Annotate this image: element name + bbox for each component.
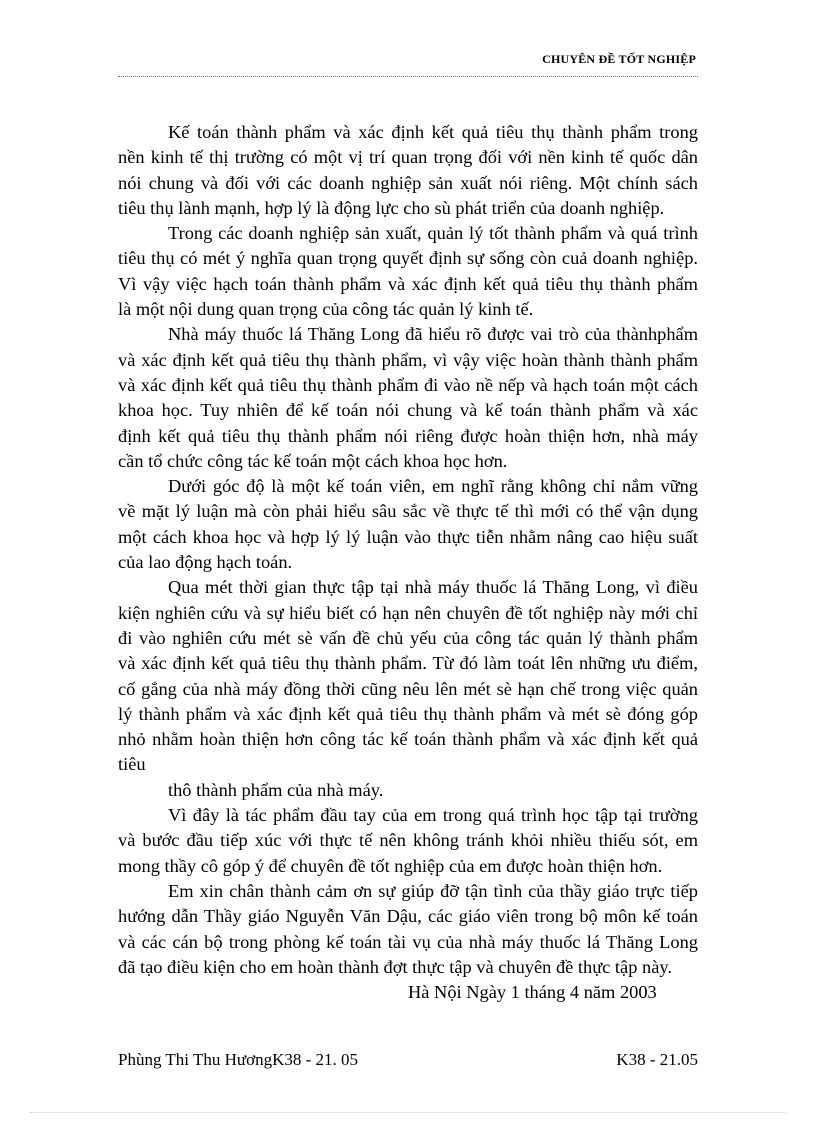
paragraph-line: một cách khoa học và hợp lý lý luận vào thực tiễn nhằm nâng cao hiệu suất xyxy=(118,526,698,547)
paragraph-line: Dưới góc độ là một kế toán viên, em nghĩ rằng không chỉ nắm vững xyxy=(168,476,698,497)
paragraph-line: nhỏ nhằm hoàn thiện hơn công tác kế toán thành phẩm và xác định kết quả xyxy=(118,729,698,750)
page-bottom-divider xyxy=(30,1112,786,1113)
paragraph-line: tiêu thụ có mét ý nghĩa quan trọng quyết định sự sống còn cuả doanh nghiệp. xyxy=(118,248,698,269)
footer-author: Phùng Thi Thu HươngK38 - 21. 05 xyxy=(118,1050,359,1069)
paragraph-line: hướng dẫn Thầy giáo Nguyễn Văn Dậu, các giáo viên trong bộ môn kế toán xyxy=(118,906,698,927)
paragraph-line: định kết quả tiêu thụ thành phẩm nói riêng được hoàn thiện hơn, nhà máy xyxy=(118,425,698,446)
paragraph-line: tiêu thụ lành mạnh, hợp lý là động lực cho sù phát triển của doanh nghiệp. xyxy=(118,197,665,218)
paragraph-line: khoa học. Tuy nhiên để kế toán nói chung và kế toán thành phẩm và xác xyxy=(118,400,698,421)
signature-date-line: Hà Nội Ngày 1 tháng 4 năm 2003 xyxy=(408,982,657,1003)
paragraph-line: và xác định kết quả tiêu thụ thành phẩm. Từ đó làm toát lên những ưu điểm, xyxy=(118,653,698,674)
header-divider xyxy=(118,76,698,77)
paragraph-line: nói chung và đối với các doanh nghiệp sản xuất nói riêng. Một chính sách xyxy=(118,172,698,193)
paragraph-line: và bước đầu tiếp xúc với thực tế nên không tránh khỏi nhiều thiếu sót, em xyxy=(118,830,698,851)
paragraph-line: và các cán bộ trong phòng kế toán tài vụ của nhà máy thuốc lá Thăng Long xyxy=(118,931,698,952)
paragraph-line: và xác định kết quả tiêu thụ thành phẩm, vì vậy việc hoàn thành thành phẩm xyxy=(118,349,698,370)
paragraph-line: của lao động hạch toán. xyxy=(118,552,293,573)
paragraph-line: là một nội dung quan trọng của công tác quản lý kinh tế. xyxy=(118,299,534,320)
paragraph-line: mong thầy cô góp ý để chuyên đề tốt nghiệp của em được hoàn thiện hơn. xyxy=(118,855,663,876)
document-body xyxy=(118,120,698,1005)
paragraph-line: Qua mét thời gian thực tập tại nhà máy thuốc lá Thăng Long, vì điều xyxy=(168,577,698,598)
paragraph-line: nền kinh tế thị trường có một vị trí quan trọng đối với nền kinh tế quốc dân xyxy=(118,147,698,168)
paragraph-line: tiêu xyxy=(118,754,146,775)
header-title: CHUYÊN ĐỀ TỐT NGHIỆP xyxy=(542,52,696,66)
paragraph-line: Trong các doanh nghiệp sản xuất, quản lý tốt thành phẩm và quá trình xyxy=(168,223,698,244)
paragraph-line: lý thành phẩm và xác định kết quả tiêu thụ thành phẩm và mét sè đóng góp xyxy=(118,703,698,724)
paragraph-line: và xác định kết quả tiêu thụ thành phẩm đi vào nề nếp và hạch toán một cách xyxy=(118,374,698,395)
paragraph-line: Em xin chân thành cảm ơn sự giúp đỡ tận tình của thầy giáo trực tiếp xyxy=(168,880,698,901)
paragraph-line: kiện nghiên cứu và sự hiểu biết có hạn nên chuyên đề tốt nghiệp này mới chỉ xyxy=(118,602,698,623)
footer-class-code: K38 - 21.05 xyxy=(616,1050,698,1069)
paragraph-line: Nhà máy thuốc lá Thăng Long đã hiểu rõ được vai trò của thànhphẩm xyxy=(168,324,698,345)
paragraph-line: cần tổ chức công tác kế toán một cách khoa học hơn. xyxy=(118,450,508,471)
paragraph-line: Kế toán thành phẩm và xác định kết quả tiêu thụ thành phẩm trong xyxy=(168,122,698,142)
paragraph-line: Vì đây là tác phẩm đầu tay của em trong quá trình học tập tại trường xyxy=(168,805,698,826)
paragraph-line: về mặt lý luận mà còn phải hiểu sâu sắc về thực tế thì mới có thể vận dụng xyxy=(118,501,698,522)
paragraph-line: cố gắng của nhà máy đồng thời cũng nêu lên mét sè hạn chế trong việc quản xyxy=(118,678,698,699)
paragraph-line: đi vào nghiên cứu mét sè vấn đề chủ yếu của công tác quản lý thành phẩm xyxy=(118,627,698,648)
paragraph-line: thô thành phẩm của nhà máy. xyxy=(168,779,384,800)
paragraph-line: Vì vậy việc hạch toán thành phẩm và xác định kết quả tiêu thụ thành phẩm xyxy=(118,273,698,294)
paragraph-line: đã tạo điều kiện cho em hoàn thành đợt thực tập và chuyên đề thực tập này. xyxy=(118,956,672,977)
